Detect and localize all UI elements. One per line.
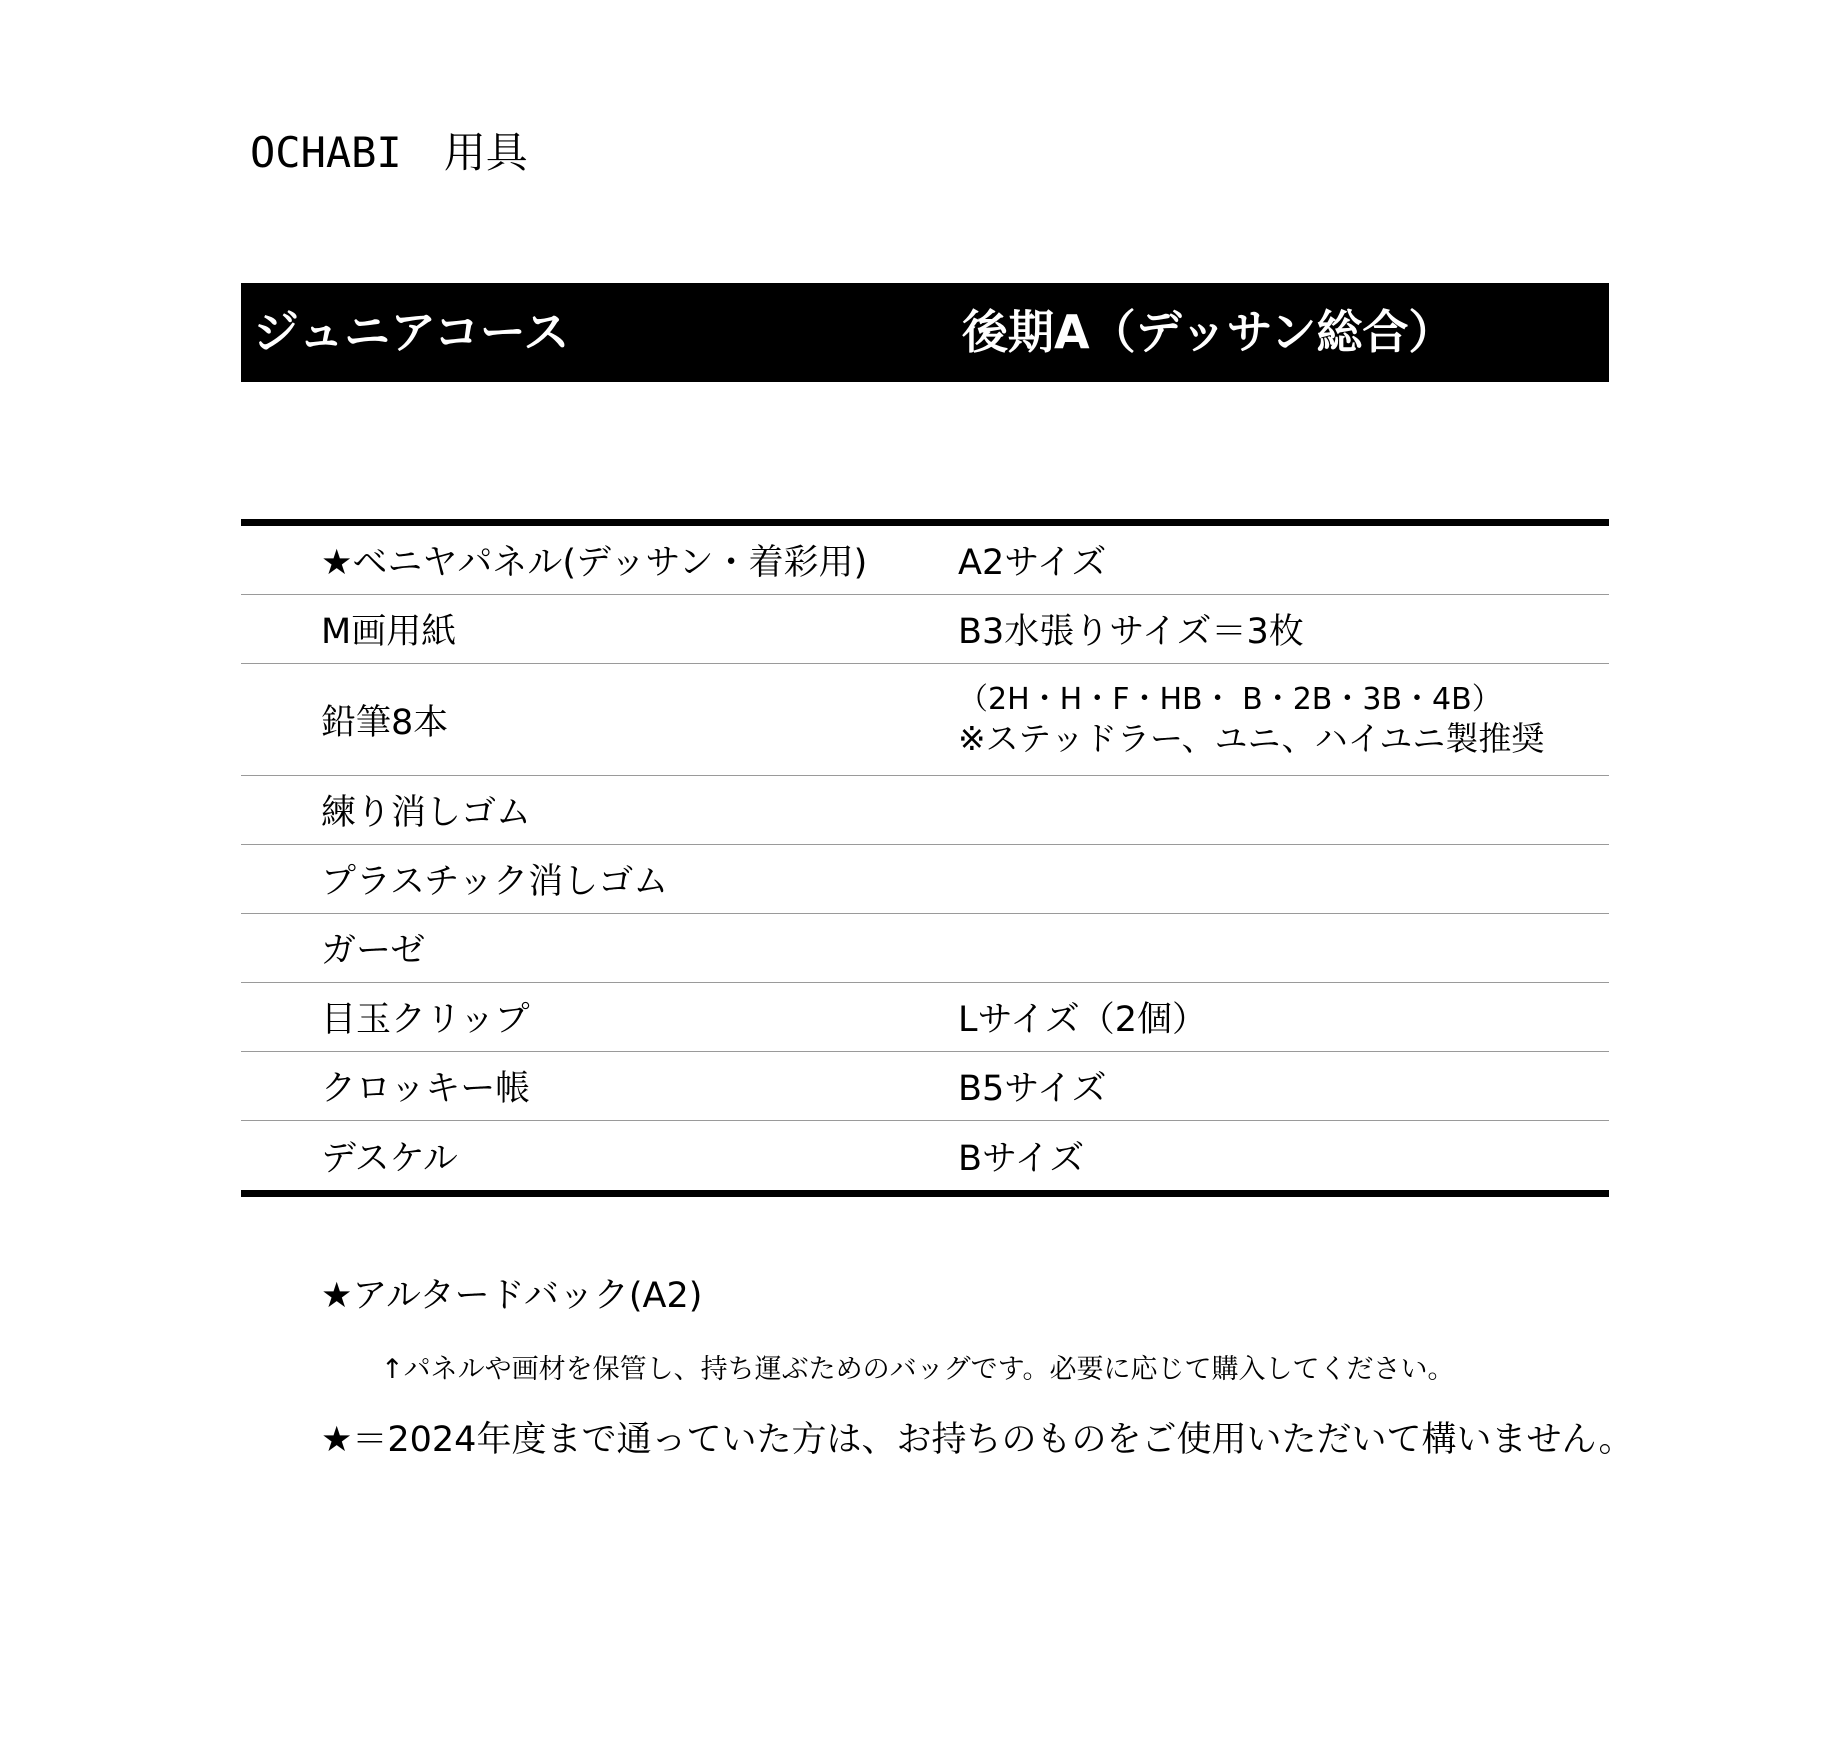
- item-name: 鉛筆8本: [321, 702, 449, 743]
- table-row: [241, 1052, 1609, 1121]
- item-name: 練り消しゴム: [321, 793, 532, 833]
- item-name: 目玉クリップ: [321, 1000, 530, 1040]
- table-row: [241, 526, 1609, 595]
- course-banner: [241, 283, 1609, 382]
- item-spec: [958, 664, 1544, 775]
- item-name: プラスチック消しゴム: [321, 862, 669, 902]
- table-row: [241, 914, 1609, 983]
- item-name: ★ベニヤパネル(デッサン・着彩用): [321, 543, 868, 583]
- supply-table: [241, 519, 1609, 1197]
- table-row: [241, 1121, 1609, 1190]
- item-spec-text: Bサイズ: [958, 1138, 1085, 1179]
- star-note: ★＝2024年度まで通っていた方は、お持ちのものをご使用いただいて構いません。: [321, 1420, 1634, 1460]
- document-title: OCHABI 用具: [250, 128, 528, 177]
- item-name: デスケル: [321, 1138, 458, 1179]
- table-row: [241, 983, 1609, 1052]
- item-spec-text: B3水張りサイズ＝3枚: [958, 612, 1304, 652]
- table-row: [241, 595, 1609, 664]
- bag-note: ★アルタードバック(A2): [321, 1276, 703, 1316]
- item-spec-text: B5サイズ: [958, 1069, 1107, 1109]
- item-spec: [958, 595, 1304, 663]
- course-term: 後期A（デッサン総合）: [962, 305, 1455, 359]
- table-row: [241, 664, 1609, 776]
- item-spec-text: A2サイズ: [958, 543, 1107, 583]
- item-name: ガーゼ: [321, 931, 426, 971]
- item-spec: [958, 526, 1106, 594]
- table-row: [241, 845, 1609, 914]
- bag-description: ↑パネルや画材を保管し、持ち運ぶためのバッグです。必要に応じて購入してください。: [381, 1354, 1455, 1385]
- item-spec: [958, 1121, 1084, 1190]
- pencil-recommendation: ※ステッドラー、ユニ、ハイユニ製推奨: [958, 718, 1545, 758]
- pencil-grades: （2H・H・F・HB・ B・2B・3B・4B）: [958, 681, 1502, 717]
- course-name: ジュニアコース: [253, 305, 570, 359]
- item-name: M画用紙: [321, 612, 457, 652]
- table-row: [241, 776, 1609, 845]
- item-name: クロッキー帳: [321, 1069, 531, 1109]
- item-spec: [958, 1052, 1106, 1120]
- item-spec: [958, 983, 1207, 1051]
- item-spec-text: Lサイズ（2個）: [958, 1000, 1207, 1040]
